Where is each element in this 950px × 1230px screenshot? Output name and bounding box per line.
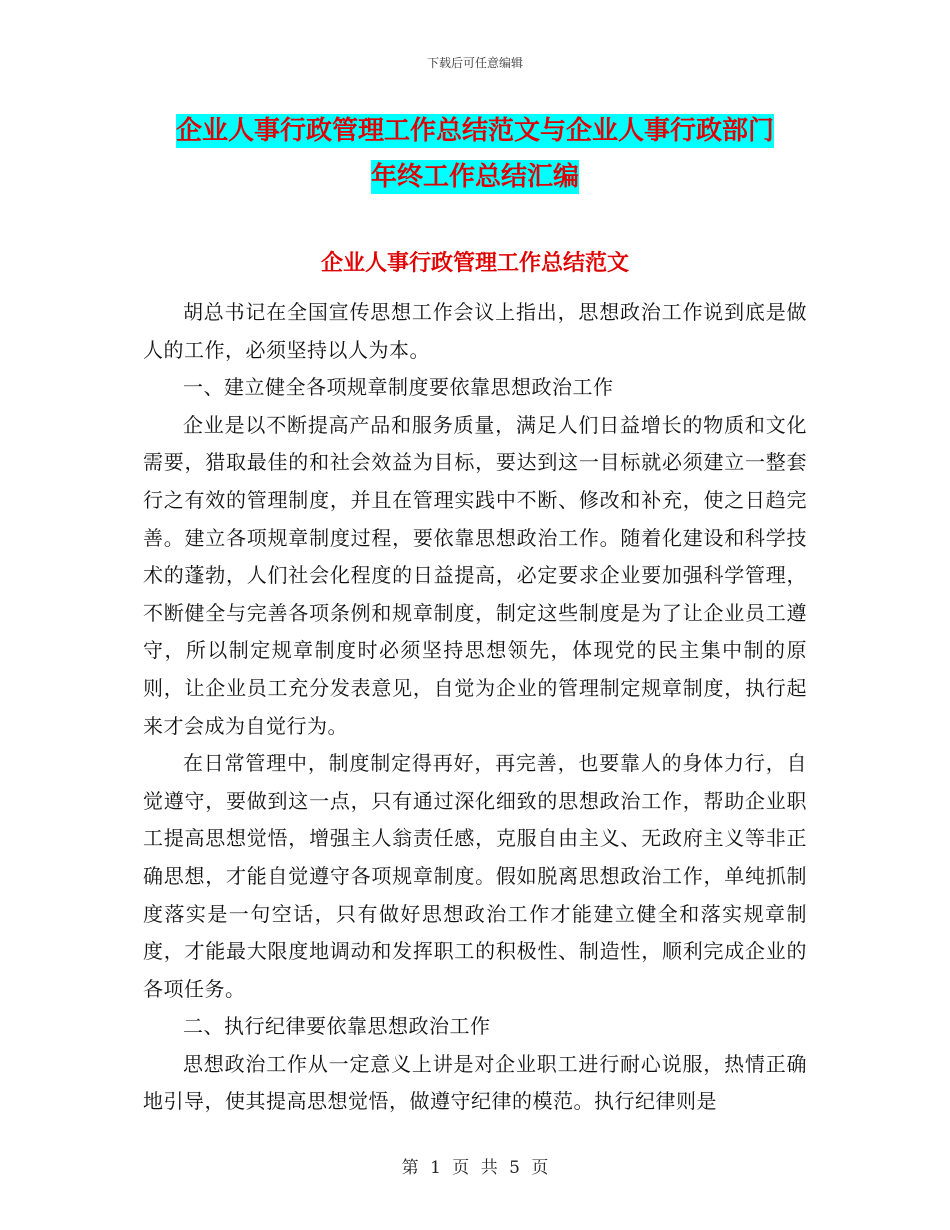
body-text [143,294,807,1121]
page-number: 第 1 页 共 5 页 [401,1158,549,1178]
section-title: 企业人事行政管理工作总结范文 [320,251,629,276]
paragraph-intro: 胡总书记在全国宣传思想工作会议上指出，思想政治工作说到底是做人的工作，必须坚持以人为本。 [143,300,807,362]
heading-one: 一、建立健全各项规章制度要依靠思想政治工作 [183,375,614,400]
document-title [0,108,950,200]
paragraph: 在日常管理中，制度制定得再好，再完善，也要靠人的身体力行，自觉遵守，要做到这一点，只有通过深化细致的思想政治工作，帮助企业职工提高思想觉悟，增强主人翁责任感，克服自由主义、无政府主义等非正确思想，才能自觉遵守各项规章制度。假如脱离思想政治工作，单纯抓制度落实是一句空话，只有做好思想政治工作才能建立健全和落实规章制度，才能最大限度地调动和发挥职工的积极性、制造性，顺利完成企业的各项任务。 [143,751,807,1001]
document-title-line-2: 年终工作总结汇编 [370,162,579,192]
paragraph: 思想政治工作从一定意义上讲是对企业职工进行耐心说服，热情正确地引导，使其提高思想觉悟，做遵守纪律的模范。执行纪律则是 [143,1051,807,1114]
heading-two: 二、执行纪律要依靠思想政治工作 [183,1014,491,1039]
header-note: 下载后可任意编辑 [426,56,523,70]
document-title-line-1: 企业人事行政管理工作总结范文与企业人事行政部门 [175,116,774,146]
paragraph: 企业是以不断提高产品和服务质量，满足人们日益增长的物质和文化需要，猎取最佳的和社会效益为目标，要达到这一目标就必须建立一整套行之有效的管理制度，并且在管理实践中不断、修改和补充，使之日趋完善。建立各项规章制度过程，要依靠思想政治工作。随着化建设和科学技术的蓬勃，人们社会化程度的日益提高，必定要求企业要加强科学管理，不断健全与完善各项条例和规章制度，制定这些制度是为了让企业员工遵守，所以制定规章制度时必须坚持思想领先，体现党的民主集中制的原则，让企业员工充分发表意见，自觉为企业的管理制定规章制度，执行起来才会成为自觉行为。 [143,412,807,738]
